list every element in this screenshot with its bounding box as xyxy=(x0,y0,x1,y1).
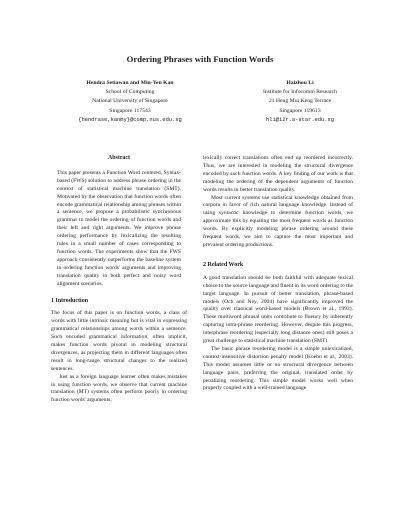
intro-paragraph-2: Just as a foreign language learner often makes mistakes in using function words, we observe that current machine translation (MT) systems often perform poorly in ordering function words' arguments; xyxy=(51,373,187,404)
left-column xyxy=(51,155,187,405)
author-institution: National University of Singapore xyxy=(92,98,168,105)
author-affiliation: School of Computing xyxy=(105,89,155,96)
author-institution: 21 Heng Mui Keng Terrace xyxy=(268,98,332,105)
related-paragraph-2: The basic phrase reordering model is a simple unlexicalized, context-insensitive distortion penalty model (Koehn et al., 2003). This model assumes little or no structural divergence between language pairs, preferring the original, translated order by penalizing reordering. This simple model works well when properly coupled with a well-trained language xyxy=(203,345,353,392)
author-affiliation: Institute for Infocomm Research xyxy=(262,89,338,96)
section-heading-related-work: 2 Related Work xyxy=(203,261,244,268)
author-names: Hendra Setiawan and Min-Yen Kan xyxy=(86,80,174,86)
section-heading-introduction: 1 Introduction xyxy=(51,297,89,304)
intro-continued-paragraph-1: lexically correct translations often end up reordered incorrectly. Thus, we are interested in modeling the structural divergence encoded by such function words. A key finding of our work is that modeling the ordering of the dependent arguments of function words results in better translation quality. xyxy=(203,155,353,193)
author-email: hli@i2r.a-star.edu.sg xyxy=(266,116,334,123)
author-postal: Singapore 119613 xyxy=(279,107,321,114)
related-paragraph-1: A good translation should be both faithful with adequate lexical choice to the source language and fluent in its word ordering to the target language. In pursuit of better translation, phrase-based models (Och and Ney, 2004) have significantly improved the quality over classical word-based models (Brown et al., 1993). These multiword phrasal units contribute to fluency by inherently capturing intra-phrase reordering. However, despite this progress, interphrase reordering (especially long distance ones) still poses a great challenge to statistical machine translation (SMT). xyxy=(203,274,353,345)
author-email: {hendrase,kanmy}@comp.nus.edu.sg xyxy=(78,116,182,123)
abstract-text: This paper presents a Function Word centered, Syntax-based (FWS) solution to address phrase ordering in the context of statistical machine translation (SMT). Motivated by the observation that function words often encode grammatical relationship among phrases within a sentence, we propose a probabilistic synchronous grammar to model the ordering of function words and their left and right arguments. We improve phrase ordering performance by lexicalizing the resulting rules in a small number of cases corresponding to function words. The experiments show that the FWS approach consistently outperforms the baseline system in ordering function words' arguments and improving translation quality in both perfect and noisy word alignment scenarios. xyxy=(57,169,181,287)
author-block-2 xyxy=(240,79,360,125)
right-column xyxy=(203,155,353,393)
author-names: Haizhou Li xyxy=(286,80,314,86)
paper-title: Ordering Phrases with Function Words xyxy=(126,54,274,64)
author-block-1 xyxy=(50,79,210,125)
intro-continued-paragraph-2: Most current systems use statistical knowledge obtained from corpora in favor of rich natural language knowledge. Instead of using syntactic knowledge to determine function words, we approximate this by equating the most frequent words as function words. By explicitly modeling phrase ordering around these frequent words, we aim to capture the most important and prevalent ordering productions. xyxy=(203,194,353,248)
intro-paragraph-1: The focus of this paper is on function words, a class of words with little intrinsic meaning but is vital in expressing grammatical relationships among words within a sentence. Such encoded grammatical information, often implicit, makes function words pivotal in modeling structural divergences, as projecting them in different languages often result in long-range structural changes to the realized sentences. xyxy=(51,310,187,372)
author-postal: Singapore 117543 xyxy=(109,107,151,114)
abstract-heading: Abstract xyxy=(108,155,130,161)
